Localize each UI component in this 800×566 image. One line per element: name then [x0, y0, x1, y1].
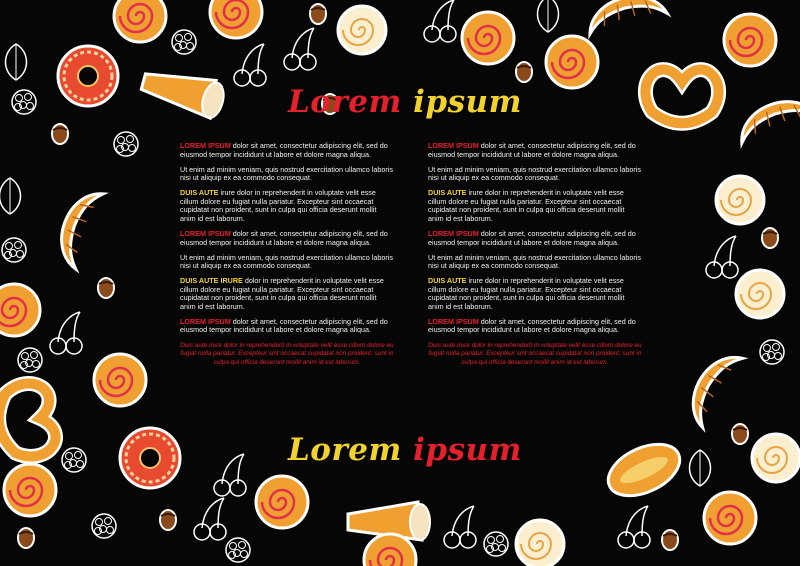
paragraph: LOREM IPSUM dolor sit amet, consectetur adipiscing elit, sed do eiusmod tempor incididunt ut labore et dolore magna aliqua. — [428, 316, 636, 335]
paragraph: LOREM IPSUM dolor sit amet, consectetur adipiscing elit, sed do eiusmod tempor incididunt ut labore et dolore magna aliqua. — [428, 141, 636, 159]
paragraph: Ut enim ad minim veniam, quis nostrud exercitation ullamco laboris nisi ut aliquip ex ea commodo consequat. — [180, 252, 393, 271]
paragraph: LOREM IPSUM dolor sit amet, consectetur adipiscing elit, sed do eiusmod tempor incididunt ut labore et dolore magna aliqua. — [180, 141, 388, 159]
paragraph: DUIS AUTE irure dolor in reprehenderit in voluptate velit esse cillum dolore eu fugiat nulla pariatur. Excepteur sint occaecat cupidatat non proident, sunt in culpa qui officia deserunt mollit anim id est laborum. — [428, 276, 625, 311]
title-word-1: Lorem — [288, 432, 402, 468]
paragraph: LOREM IPSUM dolor sit amet, consectetur adipiscing elit, sed do eiusmod tempor incididunt ut labore et dolore magna aliqua. — [180, 228, 388, 247]
footnote: Duis aute irure dolor in reprehenderit in voluptate velit esse cillum dolore eu fugiat nulla pariatur. Excepteur sint occaecat cupidatat non proident, sunt in culpa qui officia deserunt mollit anim id est laborum. — [428, 342, 642, 366]
title-word-2: ipsum — [413, 432, 522, 468]
paragraph: DUIS AUTE irure dolor in reprehenderit in voluptate velit esse cillum dolore eu fugiat nulla pariatur. Excepteur sint occaecat cupidatat non proident, sunt in culpa qui officia deserunt mollit anim id est laborum. — [180, 188, 377, 223]
bottom-title — [288, 432, 522, 468]
paragraph: Ut enim ad minim veniam, quis nostrud exercitation ullamco laboris nisi ut aliquip ex ea commodo consequat. — [180, 164, 393, 183]
paragraph: Ut enim ad minim veniam, quis nostrud exercitation ullamco laboris nisi ut aliquip ex ea commodo consequat. — [428, 164, 641, 183]
paragraph: DUIS AUTE irure dolor in reprehenderit in voluptate velit esse cillum dolore eu fugiat nulla pariatur. Excepteur sint occaecat cupidatat non proident, sunt in culpa qui officia deserunt mollit anim id est laborum. — [428, 188, 625, 223]
title-word-2: ipsum — [413, 84, 522, 120]
page-title — [288, 84, 522, 120]
paragraph: Ut enim ad minim veniam, quis nostrud exercitation ullamco laboris nisi ut aliquip ex ea commodo consequat. — [428, 252, 641, 271]
paragraph: LOREM IPSUM dolor sit amet, consectetur adipiscing elit, sed do eiusmod tempor incididunt ut labore et dolore magna aliqua. — [180, 316, 388, 335]
title-word-1: Lorem — [288, 84, 402, 120]
text-column-left — [180, 142, 394, 374]
footnote: Duis aute irure dolor in reprehenderit in voluptate velit esse cillum dolore eu fugiat nulla pariatur. Excepteur sint occaecat cupidatat non proident, sunt in culpa qui officia deserunt mollit anim id est laborum. — [180, 342, 394, 366]
text-column-right — [428, 142, 642, 374]
paragraph: LOREM IPSUM dolor sit amet, consectetur adipiscing elit, sed do eiusmod tempor incididunt ut labore et dolore magna aliqua. — [428, 228, 636, 247]
paragraph: DUIS AUTE IRURE dolor in reprehenderit in voluptate velit esse cillum dolore eu fugiat nulla pariatur. Excepteur sint occaecat cupidatat non proident, sunt in culpa qui officia deserunt mollit anim id est laborum. — [180, 276, 384, 311]
